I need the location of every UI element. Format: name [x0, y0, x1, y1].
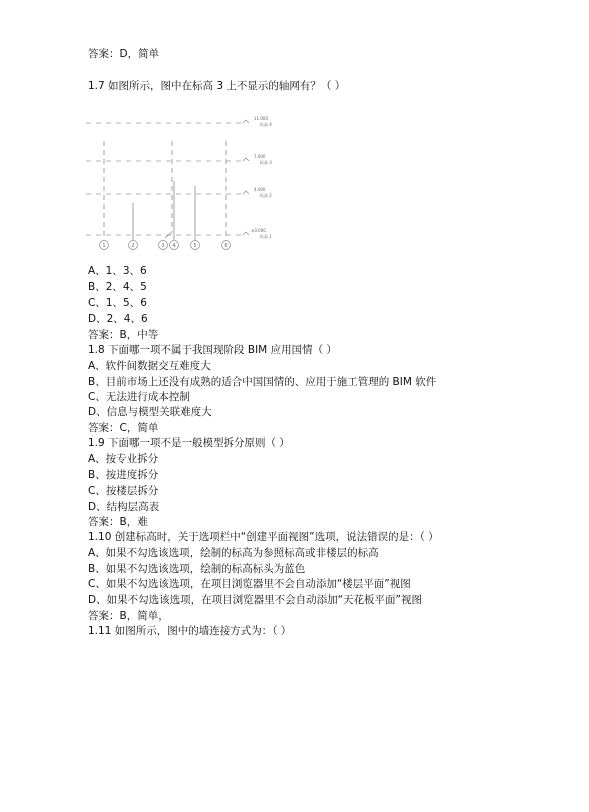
grid-number-6: 6 — [224, 243, 228, 249]
option-1-9-b: B、按进度拆分 — [88, 469, 159, 481]
option-1-7-c: C、1、5、6 — [88, 297, 147, 309]
grid-number-1: 1 — [102, 243, 106, 249]
question-1-10: 1.10 创建标高时，关于选项栏中“创建平面视图”选项，说法错误的是：（ ） — [88, 531, 439, 543]
question-1-8: 1.8 下面哪一项不属于我国现阶段 BIM 应用国情（ ） — [88, 344, 337, 356]
question-1-7: 1.7 如图所示，图中在标高 3 上不显示的轴网有？（ ） — [88, 80, 346, 92]
option-1-9-a: A、按专业拆分 — [88, 453, 159, 465]
answer-1-8: 答案：C，简单 — [88, 422, 159, 434]
level-head-2 — [243, 191, 249, 194]
level-head-3 — [243, 158, 249, 161]
grid-number-3: 3 — [161, 243, 165, 249]
grid-number-2: 2 — [131, 243, 135, 249]
question-1-11: 1.11 如图所示，图中的墙连接方式为：（ ） — [88, 625, 292, 637]
level-name-4: 标高 4 — [260, 122, 272, 127]
level-elev-3: 7.000 — [254, 154, 266, 159]
option-1-10-b: B、如果不勾选该选项，绘制的标高标头为蓝色 — [88, 563, 306, 575]
option-1-7-d: D、2、4、6 — [88, 313, 148, 325]
grid-number-5: 5 — [193, 243, 197, 249]
option-1-8-c: C、无法进行成本控制 — [88, 391, 190, 403]
option-1-8-b: B、目前市场上还没有成熟的适合中国国情的、应用于施工管理的 BIM 软件 — [88, 376, 437, 388]
answer-1-9: 答案：B，难 — [88, 516, 148, 528]
level-elev-4: 11.000 — [254, 116, 268, 121]
question-1-9: 1.9 下面哪一项不是一般模型拆分原则（ ） — [88, 437, 290, 449]
level-elev-1: ±0.000 — [251, 228, 266, 233]
option-1-10-d: D、如果不勾选该选项，在项目浏览器里不会自动添加“天花板平面”视图 — [88, 594, 422, 606]
answer-prev: 答案：D，简单 — [88, 48, 160, 60]
grid-number-4: 4 — [172, 243, 176, 249]
option-1-10-a: A、如果不勾选该选项，绘制的标高为参照标高或非楼层的标高 — [88, 547, 379, 559]
option-1-8-a: A、软件间数据交互难度大 — [88, 360, 211, 372]
option-1-8-d: D、信息与模型关联难度大 — [88, 406, 212, 418]
option-1-7-b: B、2、4、5 — [88, 281, 147, 293]
option-1-10-c: C、如果不勾选该选项，在项目浏览器里不会自动添加“楼层平面”视图 — [88, 578, 411, 590]
level-name-1: 标高 1 — [260, 234, 272, 239]
answer-1-7: 答案：B，中等 — [88, 329, 159, 341]
level-head-1 — [243, 232, 249, 235]
level-head-4 — [243, 120, 249, 123]
level-elev-2: 4.000 — [254, 187, 266, 192]
answer-1-10: 答案：B，简单， — [88, 610, 169, 622]
option-1-9-c: C、按楼层拆分 — [88, 485, 159, 497]
option-1-9-d: D、结构层高表 — [88, 501, 160, 513]
level-name-2: 标高 2 — [260, 193, 272, 198]
option-1-7-a: A、1、3、6 — [88, 265, 147, 277]
level-name-3: 标高 3 — [260, 160, 272, 165]
grid-level-figure — [86, 111, 272, 253]
